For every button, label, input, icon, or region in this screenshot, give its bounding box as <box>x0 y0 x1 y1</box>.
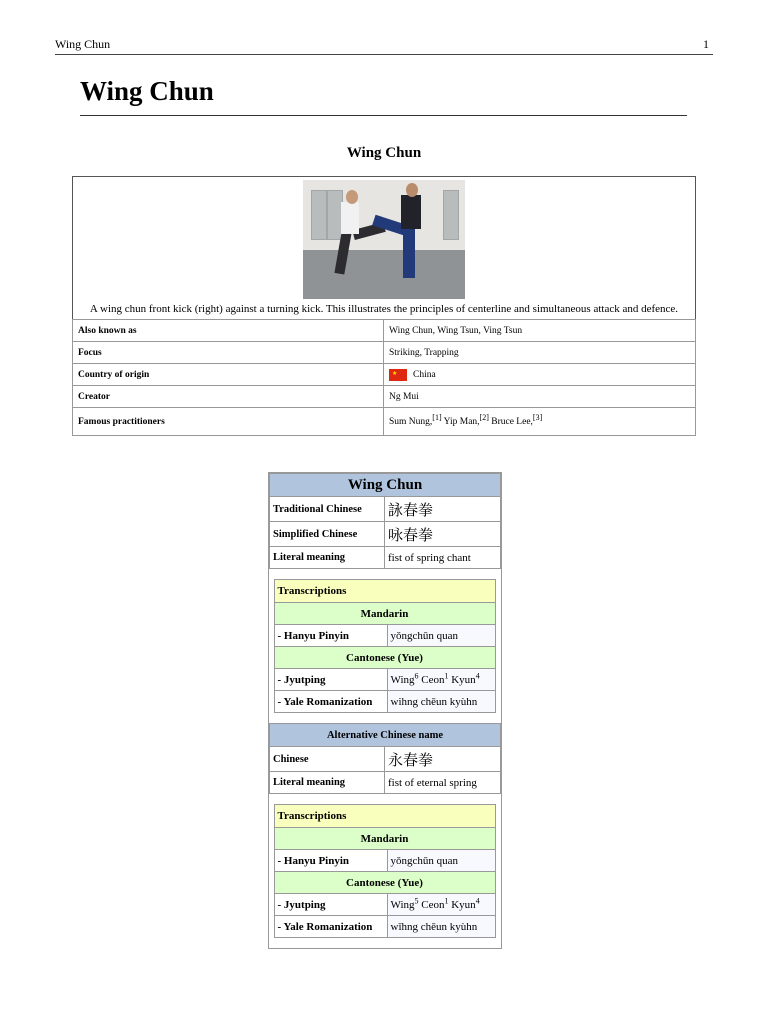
chinese-value: 永春拳 <box>385 747 501 772</box>
jyutping-tone: 4 <box>475 895 480 905</box>
jyutping-value <box>387 669 495 691</box>
hanyu-pinyin-value: yǒngchūn quan <box>387 850 495 872</box>
jyutping-syllable: Ceon <box>418 898 445 911</box>
chinese-value: 咏春拳 <box>385 522 501 547</box>
citation-link[interactable]: [1] <box>432 412 442 422</box>
chinese-label: Chinese <box>270 747 385 772</box>
yale-value: wihng chēun kyùhn <box>387 691 495 713</box>
mandarin-header: Mandarin <box>274 603 495 625</box>
infobox-row <box>73 386 696 408</box>
chinese-value: fist of eternal spring <box>385 772 501 794</box>
yale-label: - Yale Romanization <box>274 691 387 713</box>
jyutping-syllable: Kyun <box>448 673 476 686</box>
chinese-label: Literal meaning <box>270 772 385 794</box>
infobox-table <box>72 176 696 436</box>
jyutping-tone: 6 <box>414 670 419 680</box>
infobox-value: Wing Chun, Wing Tsun, Ving Tsun <box>384 320 696 342</box>
chinese-value: fist of spring chant <box>385 547 501 569</box>
infobox-label: Creator <box>73 386 384 408</box>
transcriptions-table-2 <box>274 804 496 938</box>
infobox-caption: Wing Chun <box>346 145 422 161</box>
infobox-value: Ng Mui <box>384 386 696 408</box>
running-head-title: Wing Chun <box>55 37 111 51</box>
infobox-row <box>73 364 696 386</box>
infobox-label: Country of origin <box>73 364 384 386</box>
transcriptions-cell <box>270 569 501 724</box>
chinese-value: 詠春拳 <box>385 497 501 522</box>
jyutping-tone: 5 <box>414 895 419 905</box>
jyutping-syllable: Wing <box>390 673 415 686</box>
image-caption: A wing chun front kick (right) against a turning kick. This illustrates the principles of centerline and simultaneous attack and defence. <box>89 303 679 315</box>
page-title: Wing Chun <box>80 76 687 116</box>
infobox-value <box>384 408 696 436</box>
cantonese-header: Cantonese (Yue) <box>274 872 495 894</box>
page-number: 1 <box>703 37 709 51</box>
infobox-label: Famous practitioners <box>73 408 384 436</box>
practitioner-link[interactable]: Sum Nung, <box>389 416 433 427</box>
yale-value: wǐhng chēun kyùhn <box>387 916 495 938</box>
hanyu-pinyin-value: yǒngchūn quan <box>387 625 495 647</box>
china-flag-icon: ★ <box>389 369 407 381</box>
jyutping-label: - Jyutping <box>274 669 387 691</box>
jyutping-tone: 1 <box>444 895 449 905</box>
yale-label: - Yale Romanization <box>274 916 387 938</box>
jyutping-syllable: Ceon <box>418 673 445 686</box>
jyutping-tone: 4 <box>475 670 480 680</box>
transcriptions-cell <box>270 794 501 949</box>
chinese-label: Simplified Chinese <box>270 522 385 547</box>
chinese-label: Traditional Chinese <box>270 497 385 522</box>
transcriptions-title: Transcriptions <box>274 805 495 828</box>
jyutping-value <box>387 894 495 916</box>
infobox-row <box>73 408 696 436</box>
practitioner-link[interactable]: Bruce Lee, <box>488 416 533 427</box>
citation-link[interactable]: [2] <box>479 412 489 422</box>
infobox-label: Also known as <box>73 320 384 342</box>
hanyu-pinyin-label: - Hanyu Pinyin <box>274 625 387 647</box>
citation-link[interactable]: [3] <box>532 412 543 422</box>
transcriptions-title: Transcriptions <box>274 580 495 603</box>
infobox-label: Focus <box>73 342 384 364</box>
infobox-value: Striking, Trapping <box>384 342 696 364</box>
mandarin-header: Mandarin <box>274 828 495 850</box>
infobox-row <box>73 320 696 342</box>
running-head <box>55 37 713 55</box>
wing-chun-photo[interactable] <box>303 180 465 299</box>
infobox-row <box>73 342 696 364</box>
infobox-image-cell <box>73 177 696 320</box>
alt-name-header: Alternative Chinese name <box>270 724 501 747</box>
practitioner-link[interactable]: Yip Man, <box>441 416 480 427</box>
country-link[interactable]: China <box>413 369 436 380</box>
chinese-name-box <box>268 472 502 949</box>
infobox-value <box>384 364 696 386</box>
chinese-box-title: Wing Chun <box>270 474 501 497</box>
jyutping-syllable: Wing <box>390 898 415 911</box>
transcriptions-table-1 <box>274 579 496 713</box>
jyutping-tone: 1 <box>444 670 449 680</box>
jyutping-syllable: Kyun <box>448 898 476 911</box>
jyutping-label: - Jyutping <box>274 894 387 916</box>
hanyu-pinyin-label: - Hanyu Pinyin <box>274 850 387 872</box>
chinese-name-table <box>269 473 501 948</box>
chinese-label: Literal meaning <box>270 547 385 569</box>
cantonese-header: Cantonese (Yue) <box>274 647 495 669</box>
